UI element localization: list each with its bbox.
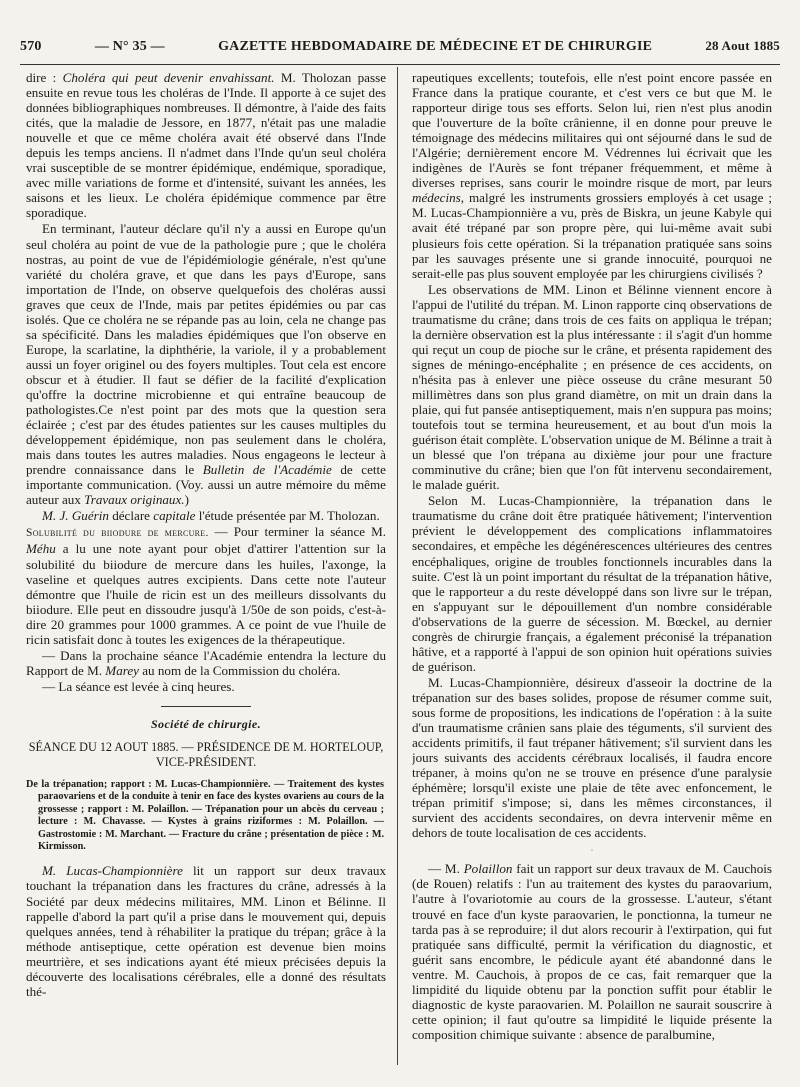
session-summary: De la trépanation; rapport : M. Lucas-Championnière. — Traitement des kystes paraovariens et de la conduite à tenir en face des kystes ovariens au cours de la grossesse ; rapport : M. Polaillon. — Trépanation pour un abcès du cerveau ; lecture : M. Chavasse. — Kystes à grains riziformes : M. Polaillon. — Gastrostomie : M. Marchant. — Fracture du crâne ; présentation de pièce : M. Kirmisson.	[26, 778, 384, 852]
page-number: 570	[20, 39, 42, 54]
issue-number: — N° 35 —	[94, 39, 165, 54]
paragraph: — M. Polaillon fait un rapport sur deux travaux de M. Cauchois (de Rouen) relatifs : l'un au traitement des kystes du paraovarium, l'autre à l'ovariotomie au cours de la grossesse. L'auteur, s'étant trouvé en face d'un kyste paraovarien, le ponctionna, la tumeur ne tarda pas à se reproduire; il dut alors recourir à l'extirpation, qui fut pratiquée sans difficulté, permit la vérification du diagnostic, et guérit sans encombre, le pédicule ayant été abandonné dans le ventre. M. Cauchois, à propos de ce cas, fait remarquer que la limpidité du liquide obtenu par la ponction suffit pour établir le diagnostic de kyste paraovarien. M. Polaillon ne saurait souscrire à cette opinion; il faut qu'outre sa limpidité le liquide présente la composition chimique suivante : absence de paralbumine,	[412, 861, 772, 1042]
paragraph: — La séance est levée à cinq heures.	[42, 678, 235, 694]
issue-date: 28 Aout 1885	[705, 38, 780, 53]
society-heading: Société de chirurgie.	[150, 716, 262, 731]
left-column	[26, 70, 386, 1066]
journal-title: GAZETTE HEBDOMADAIRE DE MÉDECINE ET DE CHIRURGIE	[218, 39, 653, 54]
paragraph: rapeutiques excellents; toutefois, elle n'est point encore passée en France dans la pratique courante, et c'est vers ce but que M. le rapporteur dirige tous ses efforts. Selon lui, rien n'est plus anodin que l'ouverture de la boîte crânienne, il en donne pour preuve le témoignage des médecins militaires qui ont séjourné dans le sud de l'Algérie; dernièrement encore M. Védrennes lui écrivait que les indigènes de l'Aurès se font trépaner fréquemment, et même à diverses reprises, sans courir le moindre risque de mort, par leurs médecins, malgré les instruments grossiers employés à cet usage ; M. Lucas-Championnière a vu, près de Biskra, un jeune Kabyle qui avait été trépané par son propre père, qui lui-même avait subi plusieurs fois cette opération. Si la trépanation pratiquée sans soins par les sauvages présente une si grande innocuité, pourquoi ne serait-elle pas plus souvent employée par les chirurgiens civilisés ?	[412, 70, 772, 281]
column-rule	[397, 67, 398, 1065]
paragraph: Solubilité du biiodure de mercure. — Pour terminer la séance M. Méhu a lu une note ayant pour objet d'attirer l'attention sur la solubilité du biiodure de mercure dans les huiles, l'axonge, la vaseline et quelques autres excipients. Dans cette note l'auteur démontre que l'huile de ricin est un des meilleurs dissolvants du biiodure. Elle peut en dissoudre jusqu'à 1/50e de son poids, c'est-à-dire 20 grammes pour 1000 grammes. A ce point de vue l'huile de ricin satisfait donc à toutes les exigences de la thérapeutique.	[26, 524, 386, 647]
paragraph: Les observations de MM. Linon et Bélinne viennent encore à l'appui de l'utilité du trépan. M. Linon rapporte cinq observations de traumatisme du crâne; dans trois de ces faits on appliqua le trépan; la dernière observation est la plus intéressante : il s'agit d'un homme qui reçut un coup de pioche sur le crâne, et présenta rapidement des signes de méningo-encéphalite ; en présence de ces accidents, on n'hésita pas à enlever une pièce osseuse du crâne mesurant 50 millimètres dans son plus grand diamètre, on mit un drain dans la plaie, qui fut pansée antiseptiquement, mais n'en suppura pas moins; toutefois tout se termina heureusement, et au bout d'un mois la guérison était complète. L'observation unique de M. Bélinne a trait à un blessé que l'on trépana au dixième jour pour une fracture comminutive du crâne; bien que l'on fût intervenu secondairement, le malade guérit.	[412, 281, 772, 493]
paragraph: Selon M. Lucas-Championnière, la trépanation dans le traumatisme du crâne doit être pratiquée hâtivement; l'intervention prévient le développement des complications inflammatoires secondaires, et empêche les dégénérescences ultérieures des centres encéphaliques, origine de troubles fonctionnels incurables dans la suite. C'est là un point important du résultat de la trépanation hâtive, que le rapporteur a du reste développé dans son livre sur le trépan, en s'appuyant sur le dépouillement d'un nombre considérable d'observations de la guerre de sécession. M. Bœckel, au dernier congrès de chirurgie français, a également préconisé la trépanation hâtive, et a rapporté à l'appui de son opinion huit opérations suivies de guérison.	[412, 493, 772, 674]
paragraph: M. J. Guérin déclare capitale l'étude présentée par M. Tholozan.	[42, 508, 380, 524]
section-lead: Solubilité du biiodure de mercure.	[26, 527, 209, 540]
page-header	[20, 38, 780, 62]
paragraph: M. Lucas-Championnière, désireux d'asseoir la doctrine de la trépanation sur des bases solides, propose de résumer comme suit, sous forme de propositions, les indications de l'opération : à la suite d'un traumatisme crânien sans plaie des téguments, s'il survient des accidents primitifs, il faut trépaner hâtivement; s'il survient dans les jours suivants des accidents cérébraux localisés, il faudra encore trépaner, à moins qu'on ne se trouve en présence d'une paralysie éphémère; lorsqu'il existe une plaie de tête avec enfoncement, le trépan primitif s'impose; si, dans les mêmes circonstances, il survient des accidents secondaires, on devra intervenir même en dehors de toute localisation de ces accidents.	[412, 674, 772, 841]
printer-mark: ·	[590, 845, 594, 856]
right-column	[412, 70, 772, 1066]
header-rule	[20, 64, 780, 65]
paragraph: M. Lucas-Championnière lit un rapport sur deux travaux touchant la trépanation dans les fractures du crâne, adressés à la Société par deux médecins militaires, MM. Linon et Bélinne. Il rappelle d'abord la part qu'il a prise dans le mouvement qui, depuis quelques années, tend à réhabiliter la pratique du trépan; grâce à la méthode antiseptique, cette opération est devenue bien moins meurtrière, et ses indications ayant été mieux précisées depuis la découverte des localisations cérébrales, elle a donné des résultats thé-	[26, 863, 386, 999]
paragraph: En terminant, l'auteur déclare qu'il n'y a aussi en Europe qu'un seul choléra au point de vue de la pathologie pure ; que le choléra nostras, au point de vue de l'épidémiologie générale, n'est qu'une variété du choléra grave, et que dans les pays d'Europe, sans importation de l'Inde, on observe quelquefois des choléras aussi graves que ceux de l'Inde, mais par petites épidémies ou par cas isolés. Que ce choléra ne se répande pas au loin, cela ne change pas sa spécificité. Dans les maladies épidémiques que l'on observe en Europe, la scarlatine, la diphthérie, la variole, il y a probablement aussi un foyer originel ou des foyers multiples. Tout cela est encore obscur et à étudier. Il faut se défier de la facilité d'explication qu'offre la doctrine microbienne et qui entraîne beaucoup de pathologistes.Ce n'est point par des mots que la question sera éclairée ; c'est par des études patientes sur les causes multiples du développement épidémique, non pas seulement dans le choléra, mais dans toutes les autres maladies. Nous engageons le lecteur à prendre connaissance dans le Bulletin de l'Académie de cette importante communication. (Voy. aussi un autre mémoire du même auteur aux Travaux originaux.)	[26, 221, 386, 508]
section-divider	[161, 706, 251, 707]
paragraph: dire : Choléra qui peut devenir envahissant. M. Tholozan passe ensuite en revue tous les choléras de l'Inde. Il apporte à ce sujet des données bibliographiques nombreuses. Il démontre, à l'aide des faits cités, que la maladie de Jessore, en 1877, n'était pas une maladie nouvelle et que ce même choléra avait été observé dans l'Inde depuis les temps anciens. Il n'admet dans l'Inde qu'un seul choléra vrai susceptible de se montrer épidémique, endémique, sporadique, avec mille variations de forme et d'intensité, suivant les années, les saisons et les lieux. Le choléra épidémique commence par être sporadique.	[26, 70, 386, 221]
paragraph: — Dans la prochaine séance l'Académie entendra la lecture du Rapport de M. Marey au nom de la Commission du choléra.	[26, 647, 386, 678]
seance-heading: SÉANCE DU 12 AOUT 1885. — PRÉSIDENCE DE M. HORTELOUP, VICE-PRÉSIDENT.	[28, 739, 384, 769]
